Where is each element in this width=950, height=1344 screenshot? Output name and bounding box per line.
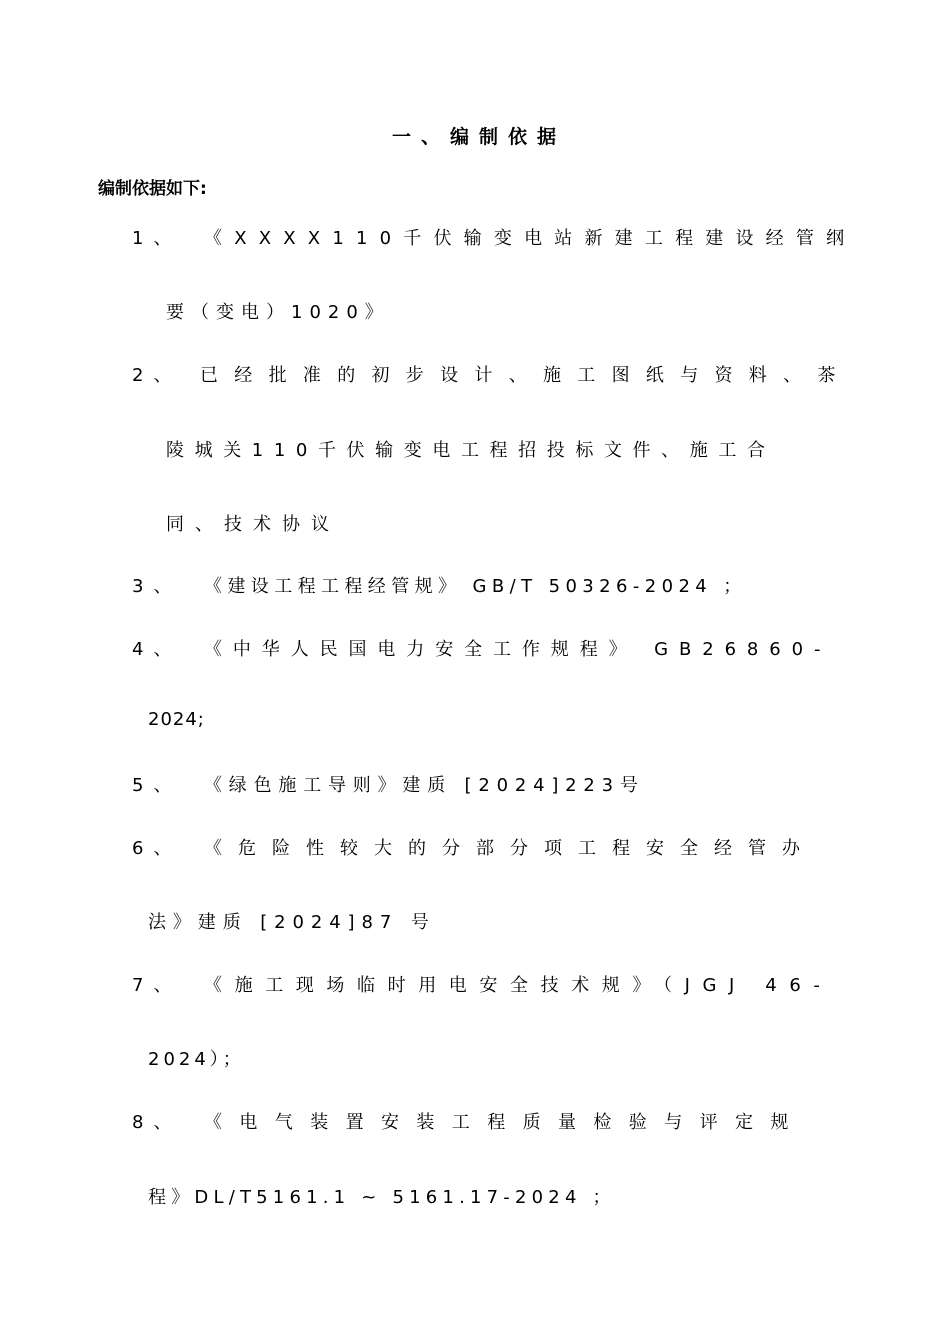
item-number: 1、 xyxy=(132,228,182,249)
item-3-line-1: 《建设工程工程经管规》 GB/T 50326-2024 ； xyxy=(204,576,747,597)
section-title: 一、编制依据 xyxy=(391,126,566,148)
item-number: 7、 xyxy=(132,975,182,996)
item-number: 4、 xyxy=(132,639,182,660)
item-5-line-1: 《绿色施工导则》建质 [2024]223号 xyxy=(204,775,645,796)
item-8-line-2: 程》DL/T5161.1 ~ 5161.17-2024 ； xyxy=(148,1187,616,1208)
item-7-line-1: 《施工现场临时用电安全技术规》（JGJ 46- xyxy=(204,975,833,996)
item-6-line-1: 《危险性较大的分部分项工程安全经管办 xyxy=(204,838,816,859)
item-number: 8、 xyxy=(132,1112,182,1133)
item-number: 5、 xyxy=(132,775,182,796)
intro-text: 编制依据如下: xyxy=(98,179,207,199)
item-8-line-1: 《电气装置安装工程质量检验与评定规 xyxy=(204,1112,806,1133)
item-1-line-2: 要（变电）1020》 xyxy=(166,302,390,323)
item-2-line-3: 同、技术协议 xyxy=(166,514,340,535)
item-1-line-1: 《XXXX110千伏输变电站新建工程建设经管纲 xyxy=(204,228,857,249)
item-number: 2、 xyxy=(132,365,182,386)
item-line xyxy=(204,224,857,250)
item-7-line-2: 2024）； xyxy=(148,1049,245,1070)
item-4-line-1: 《中华人民国电力安全工作规程》 GB26860- xyxy=(204,639,832,660)
item-2-line-1: 已经批准的初步设计、施工图纸与资料、茶 xyxy=(200,365,852,386)
item-number: 3、 xyxy=(132,576,182,597)
item-6-line-2: 法》建质 [2024]87 号 xyxy=(148,912,436,933)
item-4-line-2: 2024; xyxy=(148,709,205,730)
item-number: 6、 xyxy=(132,838,182,859)
item-2-line-2: 陵城关110千伏输变电工程招投标文件、施工合 xyxy=(166,440,776,461)
